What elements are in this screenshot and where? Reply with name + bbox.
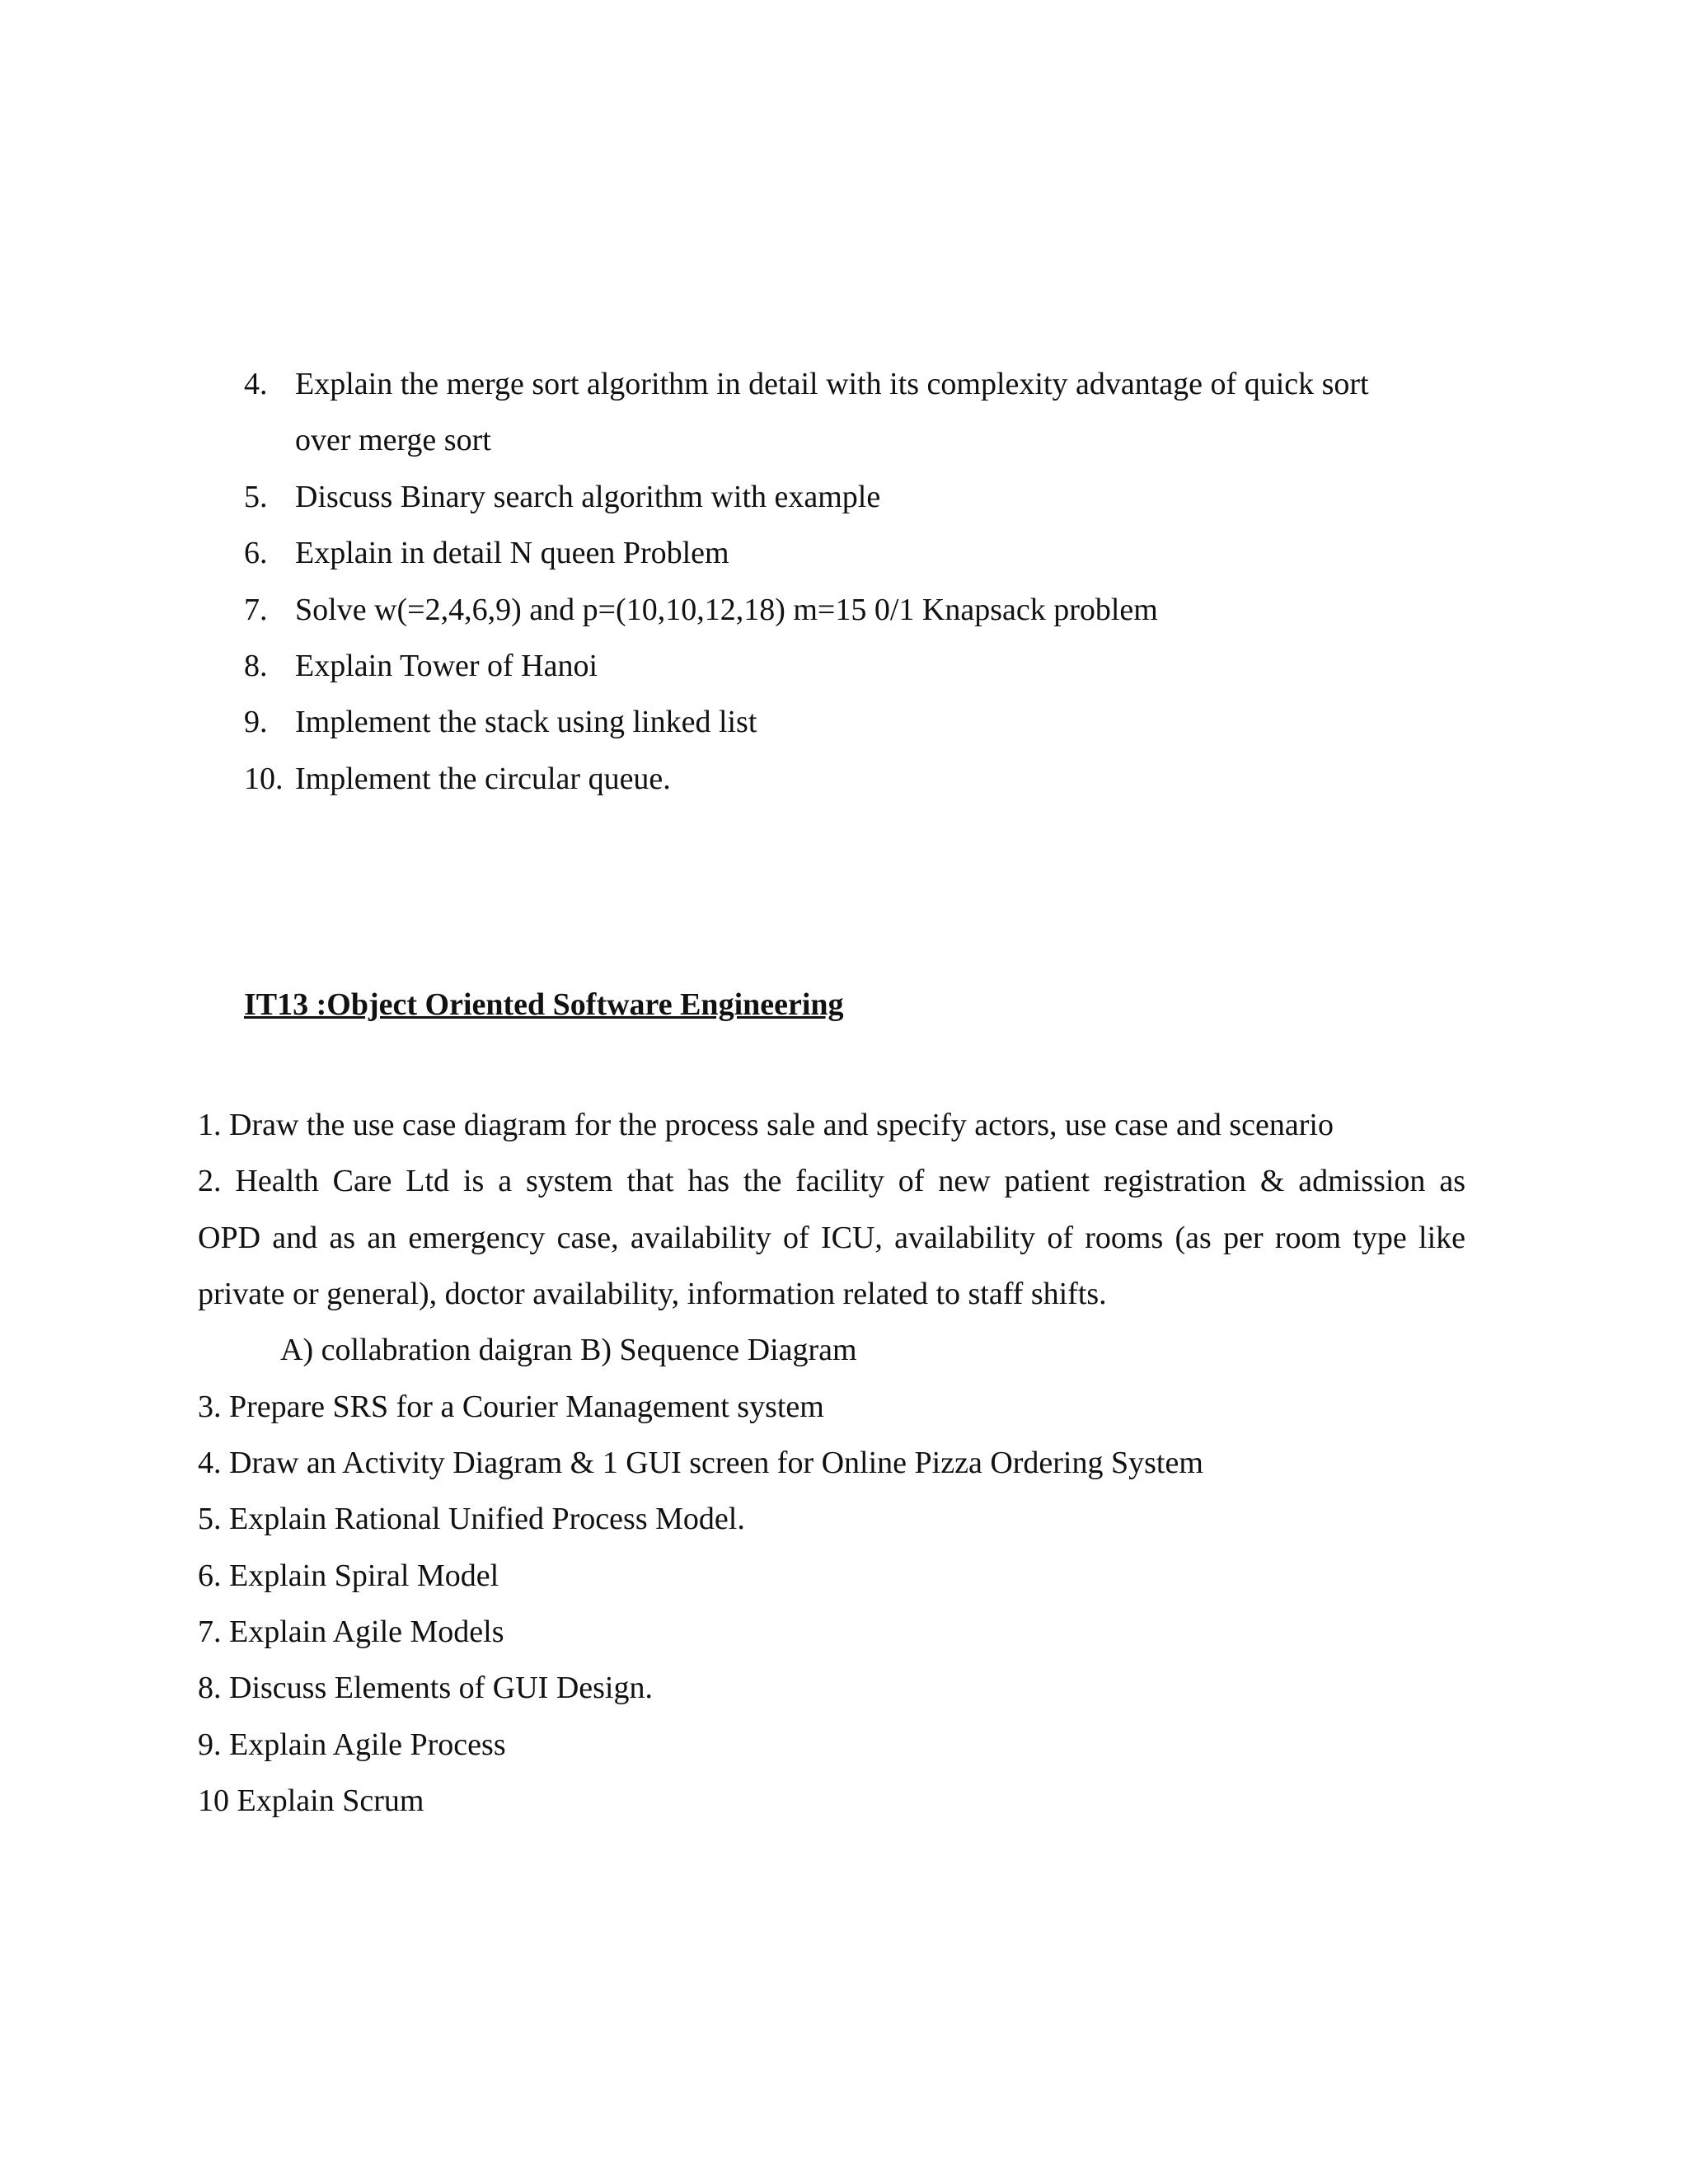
question-line: OPD and as an emergency case, availability of ICU, availability of rooms (as per room type like: [198, 1221, 1465, 1255]
list-item-number: 7.: [244, 593, 268, 627]
list-item: Explain the merge sort algorithm in detail with its complexity advantage of quick sort: [295, 367, 1369, 401]
question-item: 4. Draw an Activity Diagram & 1 GUI screen for Online Pizza Ordering System: [198, 1446, 1203, 1480]
question-subitems: A) collabration daigran B) Sequence Diagram: [280, 1333, 857, 1367]
list-item-number: 9.: [244, 705, 268, 739]
question-continuation: private or general), doctor availability, information related to staff shifts.: [198, 1277, 1107, 1311]
list-item-number: 6.: [244, 536, 268, 570]
question-line: 2. Health Care Ltd is a system that has the facility of new patient registration & admission as: [198, 1164, 1465, 1198]
question-item: 9. Explain Agile Process: [198, 1727, 506, 1762]
list-item-number: 4.: [244, 367, 268, 401]
section-heading: IT13 :Object Oriented Software Engineering: [244, 987, 844, 1022]
question-item: [198, 1162, 1465, 1200]
question-item: 1. Draw the use case diagram for the process sale and specify actors, use case and scenario: [198, 1108, 1334, 1142]
list-item: Discuss Binary search algorithm with example: [295, 480, 881, 514]
list-item-continuation: over merge sort: [295, 423, 491, 457]
list-item: Implement the stack using linked list: [295, 705, 757, 739]
list-item-number: 5.: [244, 480, 268, 514]
question-item: 8. Discuss Elements of GUI Design.: [198, 1671, 653, 1705]
list-item-number: 8.: [244, 649, 268, 683]
list-item: Implement the circular queue.: [295, 762, 671, 796]
list-item-number: 10.: [244, 762, 284, 796]
list-item: Solve w(=2,4,6,9) and p=(10,10,12,18) m=15 0/1 Knapsack problem: [295, 593, 1158, 627]
list-item: Explain in detail N queen Problem: [295, 536, 729, 570]
list-item: Explain Tower of Hanoi: [295, 649, 598, 683]
question-continuation: [198, 1219, 1465, 1257]
question-item: 7. Explain Agile Models: [198, 1615, 504, 1649]
question-item: 10 Explain Scrum: [198, 1783, 424, 1818]
question-item: 3. Prepare SRS for a Courier Management system: [198, 1390, 824, 1424]
question-item: 6. Explain Spiral Model: [198, 1558, 499, 1593]
question-item: 5. Explain Rational Unified Process Model.: [198, 1502, 745, 1536]
